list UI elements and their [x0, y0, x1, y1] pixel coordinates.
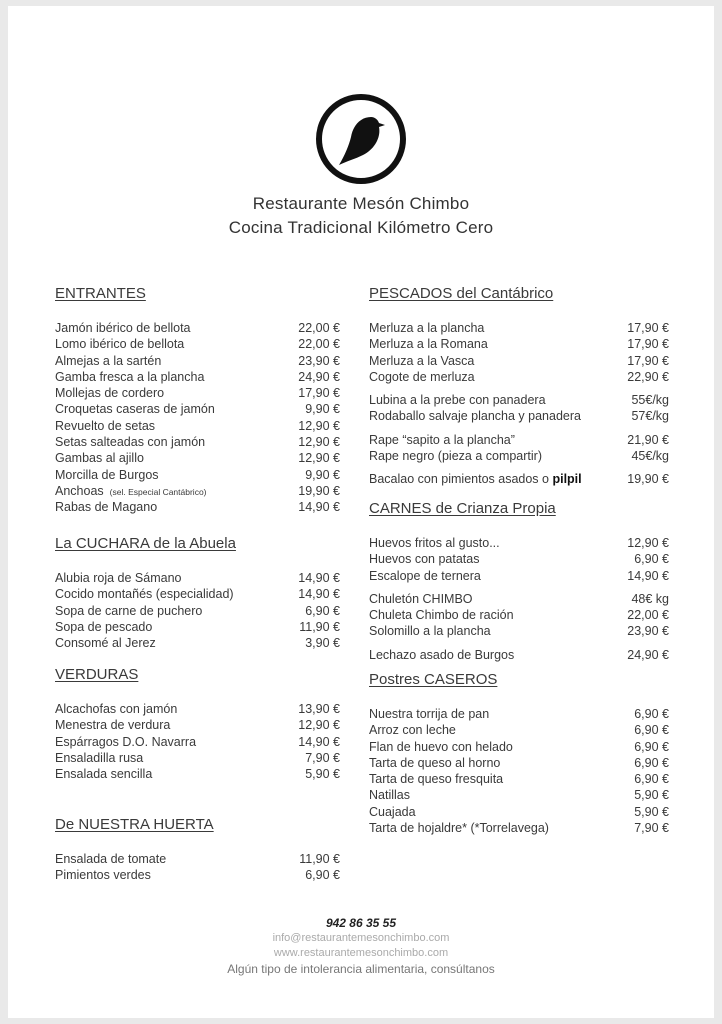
- item-name-text: Revuelto de setas: [55, 418, 156, 433]
- section-verduras: [55, 666, 340, 789]
- menu-item: [55, 336, 340, 352]
- item-name: [369, 706, 489, 722]
- item-price: 5,90 €: [305, 767, 340, 782]
- item-price: 6,90 €: [634, 707, 669, 721]
- menu-item: [369, 369, 669, 385]
- menu-item: [55, 320, 340, 336]
- item-price: 3,90 €: [305, 636, 340, 651]
- item-price: 6,90 €: [634, 739, 669, 754]
- item-name-text: Merluza a la Romana: [369, 337, 488, 352]
- item-name: [55, 734, 196, 750]
- item-price: 6,90 €: [634, 772, 669, 787]
- item-name-text: Rape negro (pieza a compartir): [369, 449, 542, 464]
- item-name: [55, 635, 156, 651]
- item-name: [55, 603, 202, 619]
- item-name-text: Natillas: [369, 788, 410, 803]
- item-name-text: Chuleta Chimbo de ración: [369, 608, 514, 623]
- item-name: [369, 771, 503, 787]
- menu-item: [55, 619, 340, 635]
- item-name: [369, 722, 456, 738]
- restaurant-name: Restaurante Mesón Chimbo: [252, 194, 470, 213]
- item-name-text: Anchoas: [55, 483, 104, 498]
- item-name: [369, 408, 581, 424]
- bird-logo-icon: [315, 93, 407, 185]
- item-name-text: Escalope de ternera: [369, 568, 481, 583]
- item-price: 17,90 €: [627, 321, 669, 335]
- item-name: [369, 591, 473, 607]
- item-price: 21,90 €: [627, 432, 669, 447]
- section-heading: PESCADOS del Cantábrico: [369, 285, 554, 302]
- menu-item: [55, 499, 340, 515]
- menu-item: [55, 603, 340, 619]
- menu-item: [55, 369, 340, 385]
- item-price: 11,90 €: [299, 619, 340, 634]
- item-name-text: Cocido montañés (especialidad): [55, 587, 234, 602]
- item-name-text: Rabas de Magano: [55, 500, 158, 515]
- item-name-text: Gamba fresca a la plancha: [55, 369, 205, 384]
- item-price: 14,90 €: [298, 571, 340, 585]
- item-name-text: Alcachofas con jamón: [55, 702, 178, 716]
- menu-item-group: [369, 392, 669, 425]
- item-name: [369, 568, 481, 584]
- section-huerta: [55, 816, 340, 891]
- menu-item: [369, 623, 669, 639]
- item-name-text: Solomillo a la plancha: [369, 624, 491, 639]
- item-name-text: Merluza a la Vasca: [369, 353, 475, 368]
- item-price: 14,90 €: [298, 734, 340, 749]
- menu-item: [369, 448, 669, 464]
- section-pescados: [369, 285, 669, 495]
- item-name-text: Lechazo asado de Burgos: [369, 647, 515, 662]
- menu-item: [369, 535, 669, 551]
- section-heading: VERDURAS: [55, 666, 139, 683]
- menu-item: [55, 851, 340, 867]
- item-price: 19,90 €: [298, 483, 340, 498]
- menu-item: [55, 434, 340, 450]
- menu-item-group: [369, 471, 669, 487]
- menu-item: [55, 766, 340, 782]
- menu-item: [369, 471, 669, 487]
- item-name-text: Jamón ibérico de bellota: [55, 321, 191, 335]
- item-name: [369, 471, 582, 487]
- item-name: [55, 450, 144, 466]
- item-name-text: Huevos fritos al gusto...: [369, 536, 500, 550]
- item-name-text: Morcilla de Burgos: [55, 467, 159, 482]
- menu-item: [369, 722, 669, 738]
- menu-item: [55, 450, 340, 466]
- menu-item: [55, 467, 340, 483]
- menu-item: [55, 418, 340, 434]
- item-price: 45€/kg: [631, 449, 669, 464]
- item-price: 6,90 €: [305, 868, 340, 883]
- item-name: [55, 418, 155, 434]
- item-name: [369, 336, 488, 352]
- item-name: [55, 320, 191, 336]
- item-name: [55, 867, 151, 883]
- item-name-text: Tarta de queso fresquita: [369, 772, 504, 787]
- menu-item: [55, 586, 340, 602]
- item-name-text: Pimientos verdes: [55, 868, 151, 883]
- item-price: 19,90 €: [627, 472, 669, 487]
- section-heading: CARNES de Crianza Propia: [369, 500, 556, 517]
- menu-item: [55, 734, 340, 750]
- item-price: 12,90 €: [298, 451, 340, 466]
- section-heading: La CUCHARA de la Abuela: [55, 535, 236, 552]
- item-name-text: Cuajada: [369, 804, 416, 819]
- menu-item: [55, 635, 340, 651]
- item-name: [55, 483, 207, 499]
- item-name-text: Tarta de hojaldre* (*Torrelavega): [369, 821, 549, 836]
- item-price: 22,00 €: [298, 337, 340, 352]
- item-name: [369, 320, 484, 336]
- menu-item: [369, 392, 669, 408]
- menu-item: [369, 739, 669, 755]
- item-price: 5,90 €: [634, 788, 669, 803]
- item-price: 17,90 €: [298, 386, 340, 401]
- item-price: 23,90 €: [298, 353, 340, 368]
- item-price: 9,90 €: [305, 402, 340, 417]
- menu-item: [369, 336, 669, 352]
- menu-item: [369, 771, 669, 787]
- phone-number: 942 86 35 55: [325, 916, 397, 930]
- item-name-text: Ensaladilla rusa: [55, 750, 144, 765]
- item-name: [55, 619, 152, 635]
- item-name: [369, 647, 514, 663]
- item-name-text: Nuestra torrija de pan: [369, 707, 490, 721]
- menu-item-group: [369, 647, 669, 663]
- item-price: 24,90 €: [298, 369, 340, 384]
- email-address: info@restaurantemesonchimbo.com: [272, 932, 450, 944]
- item-name: [369, 369, 475, 385]
- item-price: 7,90 €: [305, 750, 340, 765]
- item-price: 12,90 €: [298, 435, 340, 450]
- item-name: [55, 701, 177, 717]
- menu-item: [369, 551, 669, 567]
- item-name-text: Sopa de pescado: [55, 619, 153, 634]
- item-name-text: Merluza a la plancha: [369, 321, 485, 335]
- item-name-text: Huevos con patatas: [369, 552, 480, 567]
- item-name: [55, 499, 157, 515]
- item-price: 17,90 €: [627, 337, 669, 352]
- item-price: 22,00 €: [298, 321, 340, 335]
- item-highlight: pilpil: [552, 472, 582, 487]
- menu-item: [369, 353, 669, 369]
- item-price: 6,90 €: [634, 723, 669, 738]
- item-price: 12,90 €: [627, 536, 669, 550]
- item-name-text: Gambas al ajillo: [55, 451, 144, 466]
- item-price: 23,90 €: [627, 624, 669, 639]
- section-cuchara: [55, 535, 340, 658]
- item-price: 55€/kg: [631, 393, 669, 408]
- item-name-text: Menestra de verdura: [55, 718, 171, 733]
- item-name: [55, 385, 164, 401]
- item-name: [369, 432, 515, 448]
- item-name-text: Cogote de merluza: [369, 369, 475, 384]
- section-postres: [369, 671, 669, 843]
- item-name: [369, 353, 474, 369]
- item-price: 14,90 €: [627, 568, 669, 583]
- item-name: [55, 467, 159, 483]
- item-price: 24,90 €: [627, 647, 669, 662]
- menu-item-group: [369, 706, 669, 836]
- menu-item-group: [55, 851, 340, 884]
- item-price: 6,90 €: [634, 755, 669, 770]
- item-price: 7,90 €: [634, 821, 669, 836]
- menu-item: [369, 320, 669, 336]
- item-name: [369, 607, 514, 623]
- item-name-text: Setas salteadas con jamón: [55, 435, 206, 450]
- item-name-text: Consomé al Jerez: [55, 636, 156, 651]
- item-name-text: Mollejas de cordero: [55, 386, 165, 401]
- item-name-text: Ensalada de tomate: [55, 852, 167, 866]
- menu-item: [55, 717, 340, 733]
- item-price: 22,90 €: [627, 369, 669, 384]
- menu-item: [369, 706, 669, 722]
- item-price: 12,90 €: [298, 418, 340, 433]
- menu-item-group: [369, 535, 669, 584]
- item-name: [369, 739, 513, 755]
- menu-item: [369, 591, 669, 607]
- item-name-text: Sopa de carne de puchero: [55, 603, 203, 618]
- menu-item: [369, 607, 669, 623]
- menu-item: [369, 568, 669, 584]
- menu-item-group: [369, 591, 669, 640]
- item-name: [55, 336, 184, 352]
- item-name-text: Bacalao con pimientos asados o: [369, 472, 549, 487]
- item-price: 9,90 €: [305, 467, 340, 482]
- item-name-text: Flan de huevo con helado: [369, 739, 513, 754]
- item-name: [369, 551, 480, 567]
- section-heading: De NUESTRA HUERTA: [55, 816, 214, 833]
- menu-item: [55, 483, 340, 499]
- item-name: [369, 820, 549, 836]
- menu-item-group: [369, 320, 669, 385]
- item-price: 14,90 €: [298, 500, 340, 515]
- item-name: [369, 535, 500, 551]
- section-entrantes: [55, 285, 340, 523]
- item-name-text: Arroz con leche: [369, 723, 456, 738]
- section-heading: ENTRANTES: [55, 285, 146, 302]
- item-name-text: Alubia roja de Sámano: [55, 571, 182, 585]
- item-name: [55, 401, 215, 417]
- item-price: 6,90 €: [305, 603, 340, 618]
- item-name-text: Rodaballo salvaje plancha y panadera: [369, 409, 581, 424]
- item-name: [369, 755, 500, 771]
- item-name: [55, 434, 205, 450]
- item-price: 17,90 €: [627, 353, 669, 368]
- item-name-text: Croquetas caseras de jamón: [55, 402, 215, 417]
- menu-item: [369, 804, 669, 820]
- item-name: [55, 750, 143, 766]
- item-name-text: Rape “sapito a la plancha”: [369, 432, 515, 447]
- item-name: [369, 804, 416, 820]
- item-name: [369, 787, 410, 803]
- item-name-text: Almejas a la sartén: [55, 353, 162, 368]
- menu-item: [369, 408, 669, 424]
- item-price: 13,90 €: [298, 702, 340, 716]
- item-name: [55, 586, 234, 602]
- item-name: [55, 570, 181, 586]
- section-carnes: [369, 500, 669, 670]
- menu-item: [55, 701, 340, 717]
- item-name: [55, 851, 166, 867]
- item-name-text: Tarta de queso al horno: [369, 755, 501, 770]
- menu-item-group: [55, 320, 340, 516]
- item-name-text: Ensalada sencilla: [55, 767, 153, 782]
- menu-item: [55, 570, 340, 586]
- item-price: 11,90 €: [299, 852, 340, 866]
- menu-item: [55, 353, 340, 369]
- item-name: [55, 717, 170, 733]
- item-price: 48€ kg: [631, 591, 669, 606]
- menu-item: [55, 385, 340, 401]
- menu-item-group: [369, 432, 669, 465]
- item-name-text: Lomo ibérico de bellota: [55, 337, 185, 352]
- menu-item: [55, 750, 340, 766]
- item-name-text: Espárragos D.O. Navarra: [55, 734, 197, 749]
- restaurant-tagline: Cocina Tradicional Kilómetro Cero: [228, 218, 494, 237]
- item-name-text: Lubina a la prebe con panadera: [369, 393, 546, 408]
- item-name: [369, 623, 491, 639]
- menu-item: [55, 401, 340, 417]
- item-price: 6,90 €: [634, 552, 669, 567]
- item-name: [55, 353, 161, 369]
- item-name: [55, 369, 204, 385]
- menu-item: [369, 647, 669, 663]
- item-name: [55, 766, 152, 782]
- menu-item: [55, 867, 340, 883]
- menu-item: [369, 755, 669, 771]
- menu-item-group: [55, 570, 340, 651]
- item-note: (sel. Especial Cantábrico): [109, 486, 207, 497]
- item-name-text: Chuletón CHIMBO: [369, 591, 473, 606]
- website-url: www.restaurantemesonchimbo.com: [273, 947, 449, 959]
- item-price: 12,90 €: [298, 718, 340, 733]
- menu-item-group: [55, 701, 340, 782]
- item-name: [369, 448, 542, 464]
- item-price: 57€/kg: [631, 409, 669, 424]
- menu-item: [369, 787, 669, 803]
- allergy-notice: Algún tipo de intolerancia alimentaria, consúltanos: [227, 962, 495, 976]
- item-price: 14,90 €: [298, 587, 340, 602]
- item-name: [369, 392, 546, 408]
- menu-item: [369, 820, 669, 836]
- menu-item: [369, 432, 669, 448]
- item-price: 22,00 €: [627, 608, 669, 623]
- section-heading: Postres CASEROS: [369, 671, 498, 688]
- item-price: 5,90 €: [634, 804, 669, 819]
